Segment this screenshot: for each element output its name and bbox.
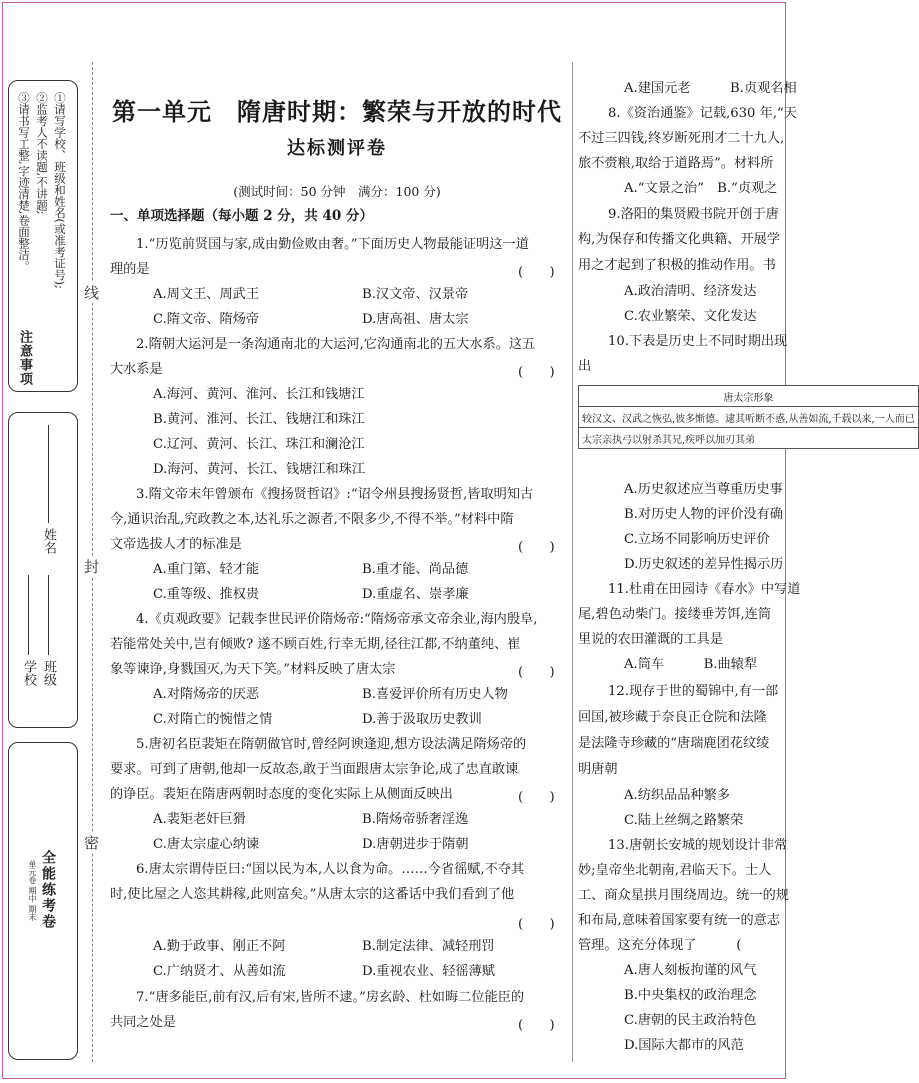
question-line: 若能常处关中,岂有倾败? 遂不顾百姓,行幸无期,径往江都,不纳董纯、崔 (110, 637, 521, 652)
question-line: 旅不赍粮,取给于道路焉”。材料所 (578, 156, 774, 171)
notes-item-2: ②监考人不读题,不讲题; (35, 92, 49, 215)
question-line: 12.现存于世的蜀锦中,有一部 (608, 684, 779, 699)
option[interactable]: D.善于汲取历史教训 (362, 712, 482, 727)
school-label: 学校 (21, 660, 36, 686)
option[interactable]: D.重虚名、崇孝廉 (362, 587, 469, 602)
table-row: 太宗亲执弓以射杀其兄,疾呼以加刃其弟 (579, 428, 919, 449)
question-line: 的诤臣。裴矩在隋唐两朝时态度的变化实际上从侧面反映出 (110, 787, 453, 802)
option[interactable]: C.立场不同影响历史评价 (624, 532, 770, 547)
option[interactable]: C.重等级、推权贵 (153, 587, 260, 602)
name-field[interactable] (48, 425, 49, 523)
option[interactable]: C.广纳贤才、从善如流 (153, 964, 286, 979)
answer-blank[interactable]: ( ) (518, 917, 555, 932)
question-line: 5.唐初名臣裴矩在隋朝做官时,曾经阿谀逢迎,想方设法满足隋炀帝的 (136, 737, 527, 752)
question-line: 13.唐朝长安城的规划设计非常 (608, 838, 788, 853)
class-label: 班级 (41, 660, 56, 686)
answer-blank[interactable]: ( ) (518, 265, 555, 280)
question-line: 8.《资治通鉴》记载,630 年,“天 (608, 106, 797, 121)
option[interactable]: D.唐高祖、唐太宗 (362, 312, 469, 327)
option[interactable]: B.汉文帝、汉景帝 (362, 287, 469, 302)
option[interactable]: B.重才能、尚品德 (362, 562, 469, 577)
question-line: 7.“唐多能臣,前有汉,后有宋,皆所不逮。”房玄龄、杜如晦二位能臣的 (136, 990, 525, 1005)
question-line: 妙;皇帝坐北朝南,君临天下。士人 (578, 863, 772, 878)
option[interactable]: A.政治清明、经济发达 (624, 284, 757, 299)
question-line: 文帝选拔人才的标准是 (110, 537, 242, 552)
cut-mark-secret: 密 (84, 834, 100, 852)
option[interactable]: B.制定法律、减轻刑罚 (362, 939, 495, 954)
question-line: 里说的农田灌溉的工具是 (578, 632, 724, 647)
question-line: 3.隋文帝末年曾颁布《搜扬贤哲诏》:“诏令州县搜扬贤哲,皆取明知古 (136, 487, 534, 502)
name-label: 姓名 (41, 528, 56, 554)
question-line: 大水系是 (110, 362, 163, 377)
question-line: 11.杜甫在田园诗《春水》中写道 (608, 582, 801, 597)
question-line: 今,通识治乱,究政教之本,达礼乐之源者,不限多少,不得不举。”材料中隋 (110, 512, 514, 527)
option[interactable]: C.隋文帝、隋炀帝 (153, 312, 260, 327)
question-line: 构,为保存和传播文化典籍、开展学 (578, 232, 781, 247)
question-line: 4.《贞观政要》记载李世民评价隋炀帝:“隋炀帝承文帝余业,海内殷阜, (136, 612, 538, 627)
question-line: 和布局,意味着国家要有统一的意志 (578, 913, 781, 928)
option[interactable]: A.唐人刻板拘谨的风气 (624, 963, 757, 978)
option[interactable]: C.对隋亡的惋惜之情 (153, 712, 273, 727)
unit-title: 第一单元 隋唐时期：繁荣与开放的时代 (112, 97, 562, 126)
option[interactable]: C.陆上丝绸之路繁荣 (624, 813, 744, 828)
answer-blank[interactable]: ( ) (518, 790, 555, 805)
option[interactable]: B.对历史人物的评价没有确 (624, 507, 783, 522)
option[interactable]: B.隋炀帝骄奢淫逸 (362, 812, 469, 827)
question-line: 9.洛阳的集贤殿书院开创于唐 (608, 207, 779, 222)
question-line: 尾,碧色动柴门。接缕垂芳饵,连筒 (578, 607, 772, 622)
answer-blank[interactable]: ( ) (518, 540, 555, 555)
option[interactable]: C.辽河、黄河、长江、珠江和澜沧江 (153, 437, 365, 452)
option[interactable]: A.筒车 B.曲辕犁 (624, 657, 758, 672)
question-line: 共同之处是 (110, 1015, 176, 1030)
question-line: 理的是 (110, 262, 150, 277)
table-row: 较汉文、汉武之恢弘,彼多惭德。逮其听断不惑,从善如流,千载以来,一人而已 (579, 407, 919, 428)
notes-item-1: ①请写学校、班级和姓名(或准考证号); (53, 92, 67, 289)
answer-blank[interactable]: ( ) (518, 665, 555, 680)
cut-mark-line: 线 (84, 284, 100, 302)
question-line: 6.唐太宗谓侍臣曰:“国以民为本,人以食为命。……今省徭赋,不夺其 (136, 862, 525, 877)
notes-item-3: ③请书写工整,字迹清楚,卷面整洁。 (17, 92, 31, 272)
right-column (578, 0, 915, 1083)
column-divider (572, 62, 573, 1062)
question-line: 象等谏诤,身戮国灭,为天下笑。”材料反映了唐太宗 (110, 662, 396, 677)
question-line: 不过三四钱,终岁断死刑才二十九人, (578, 131, 785, 146)
table-header: 唐太宗形象 (579, 386, 919, 407)
option[interactable]: A.纺织品品种繁多 (624, 788, 731, 803)
class-field[interactable] (48, 575, 49, 655)
option[interactable]: A.历史叙述应当尊重历史事 (624, 482, 783, 497)
option[interactable]: A.裴矩老奸巨猾 (153, 812, 246, 827)
brand-name: 全能练考卷 (40, 850, 56, 930)
option[interactable]: D.重视农业、轻徭薄赋 (362, 964, 495, 979)
test-meta: (测试时间：50 分钟 满分：100 分) (233, 184, 441, 199)
option[interactable]: D.唐朝进步于隋朝 (362, 837, 469, 852)
cut-mark-seal: 封 (84, 558, 100, 576)
question-line: 管理。这充分体现了 ( (578, 938, 742, 953)
answer-blank[interactable]: ( ) (518, 1018, 555, 1033)
question-line: 时,使比屋之人恣其耕稼,此则富矣。”从唐太宗的这番话中我们看到了他 (110, 887, 515, 902)
test-subtitle: 达标测评卷 (287, 138, 387, 159)
option[interactable]: A.“文景之治” B.“贞观之 (624, 181, 778, 196)
option[interactable]: D.国际大都市的风范 (624, 1038, 744, 1053)
question-line: 工、商众星拱月围绕周边。统一的规 (578, 888, 789, 903)
answer-blank[interactable]: ( ) (518, 365, 555, 380)
option[interactable]: C.农业繁荣、文化发达 (624, 309, 757, 324)
notes-title: 注意事项 (17, 330, 32, 386)
option[interactable]: A.海河、黄河、淮河、长江和钱塘江 (153, 387, 365, 402)
brand-subtitle: 单元卷 期中 期末 (28, 860, 37, 922)
option[interactable]: A.重门第、轻才能 (153, 562, 260, 577)
option[interactable]: A.对隋炀帝的厌恶 (153, 687, 260, 702)
school-field[interactable] (28, 575, 29, 655)
option[interactable]: D.海河、黄河、长江、钱塘江和珠江 (153, 462, 366, 477)
option[interactable]: C.唐太宗虚心纳谏 (153, 837, 260, 852)
option[interactable]: B.喜爱评价所有历史人物 (362, 687, 508, 702)
question-line: 要求。可到了唐朝,他却一反故态,敢于当面跟唐太宗争论,成了忠直敢谏 (110, 762, 519, 777)
question-line: 出 (578, 359, 592, 374)
question-line: 是法隆寺珍藏的“唐瑞鹿团花纹绫 (578, 736, 770, 751)
question-line: 明唐朝 (578, 762, 618, 777)
option[interactable]: C.唐朝的民主政治特色 (624, 1013, 757, 1028)
question-line: 1.“历览前贤国与家,成由勤俭败由奢。”下面历史人物最能证明这一道 (136, 237, 529, 252)
option[interactable]: A.勤于政事、刚正不阿 (153, 939, 286, 954)
question-line: 回国,被珍藏于奈良正仓院和法隆 (578, 710, 767, 725)
option[interactable]: B.中央集权的政治理念 (624, 988, 757, 1003)
comparison-table (578, 385, 919, 449)
option[interactable]: A.建国元老 B.贞观名相 (624, 81, 797, 96)
option[interactable]: B.黄河、淮河、长江、钱塘江和珠江 (153, 412, 365, 427)
option[interactable]: A.周文王、周武王 (153, 287, 260, 302)
question-line: 10.下表是历史上不同时期出现 (608, 334, 788, 349)
option[interactable]: D.历史叙述的差异性揭示历 (624, 557, 784, 572)
question-line: 用之才起到了积极的推动作用。书 (578, 258, 776, 273)
section-heading: 一、单项选择题（每小题 2 分，共 40 分） (110, 208, 373, 224)
question-line: 2.隋朝大运河是一条沟通南北的大运河,它沟通南北的五大水系。这五 (136, 337, 536, 352)
